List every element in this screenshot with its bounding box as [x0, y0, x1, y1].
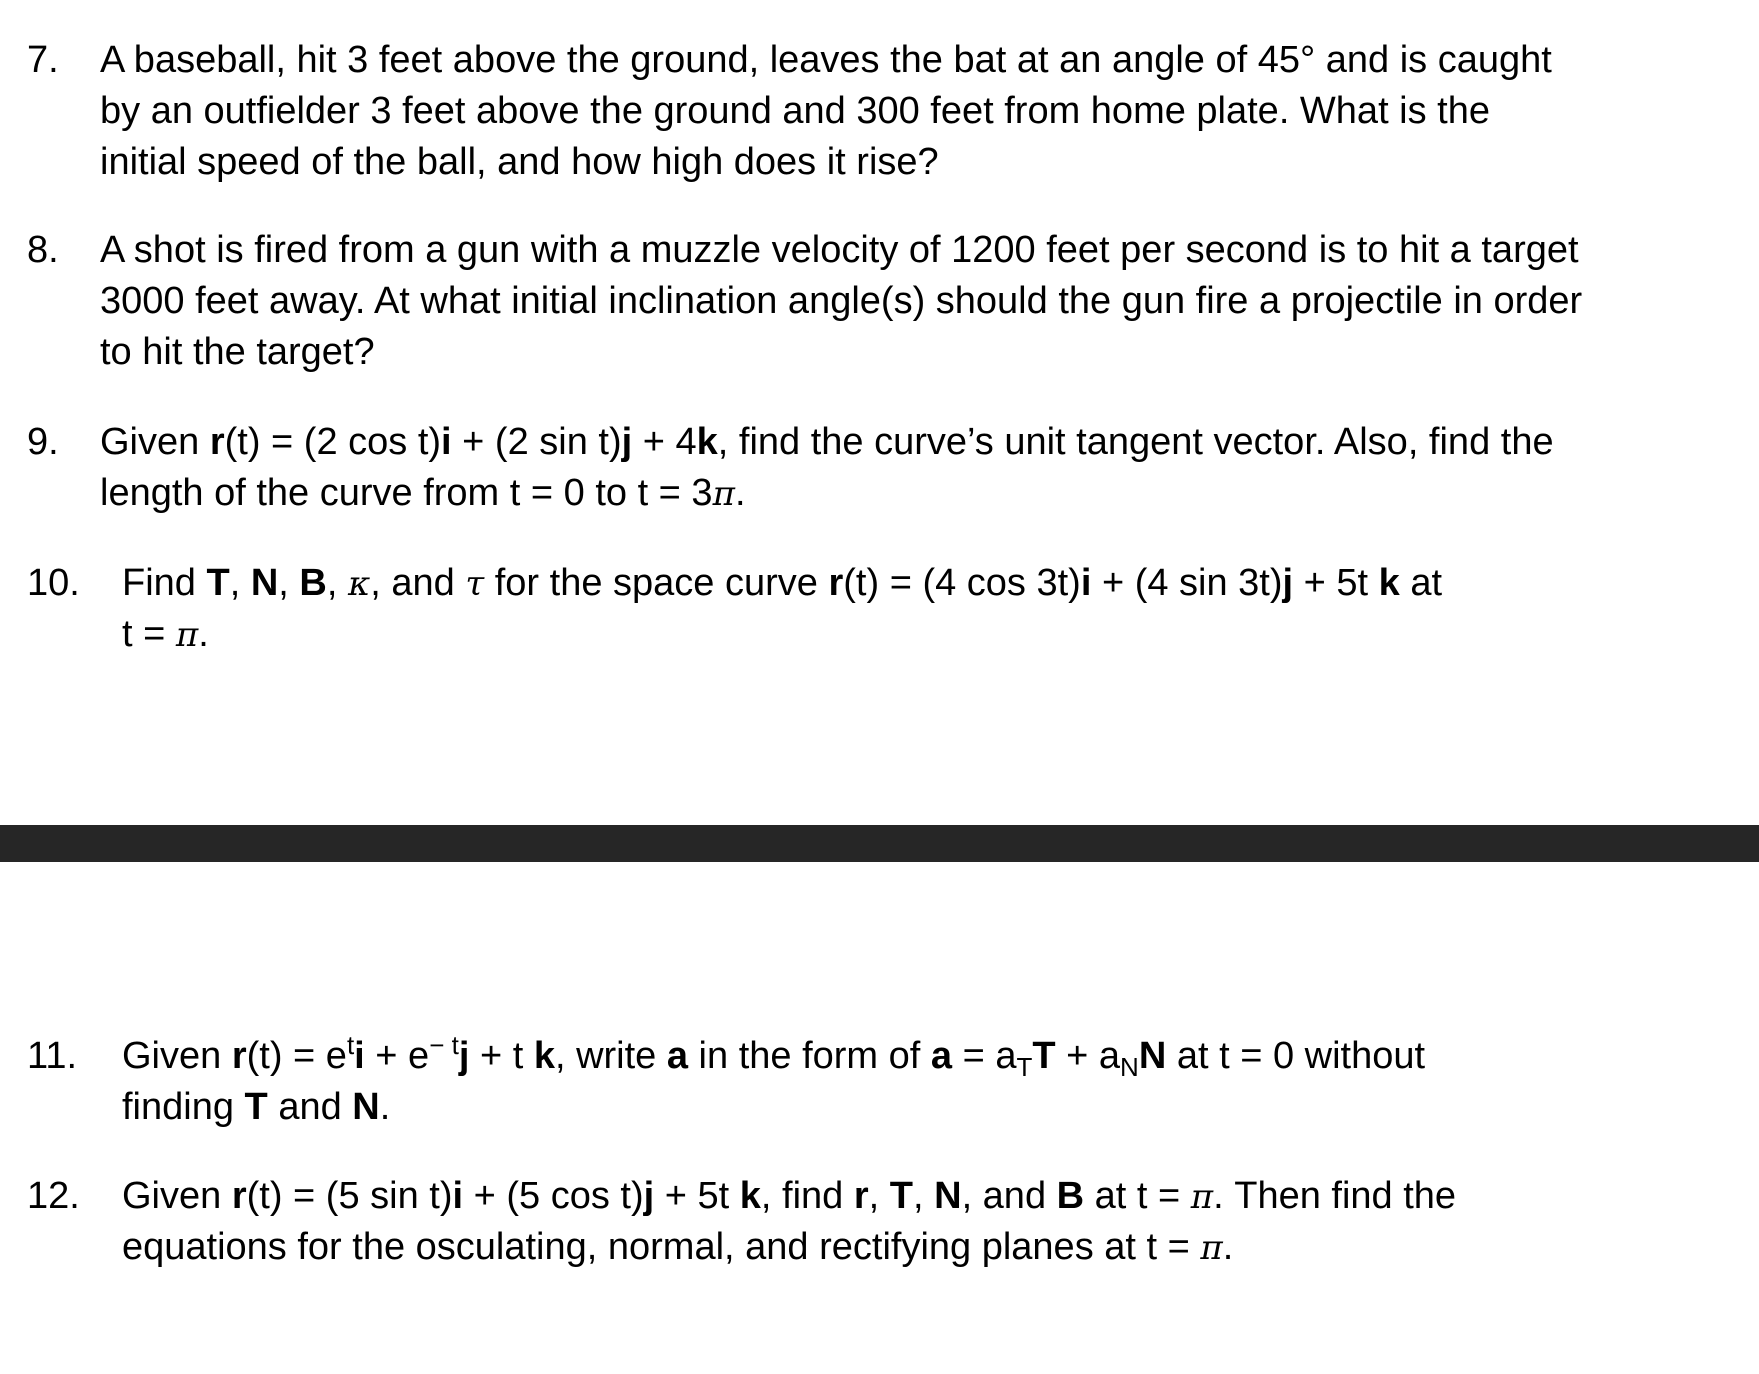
vector-j: j — [1282, 562, 1294, 604]
text-run: = a — [952, 1035, 1017, 1077]
text-run: finding — [122, 1086, 245, 1128]
superscript: − t — [429, 1030, 459, 1060]
pi-symbol: π — [1190, 1177, 1214, 1217]
vector-i: i — [452, 1175, 464, 1217]
text-run: , — [278, 562, 300, 604]
text-run: (t) = (5 sin t) — [246, 1175, 453, 1217]
text-run: (t) = e — [246, 1035, 347, 1077]
text-run: , — [326, 562, 348, 604]
problem-line — [122, 1222, 1233, 1274]
text-run: + 4 — [632, 421, 697, 463]
problem-line: initial speed of the ball, and how high does it rise? — [100, 141, 939, 183]
text-run: in the form of — [688, 1035, 931, 1077]
text-run: , — [229, 562, 251, 604]
vector-r: r — [828, 562, 844, 604]
problem-line: A shot is fired from a gun with a muzzle velocity of 1200 feet per second is to hit a target — [100, 229, 1579, 271]
vector-i: i — [1080, 562, 1092, 604]
vector-r: r — [231, 1035, 247, 1077]
kappa-symbol: κ — [347, 564, 371, 604]
problem-number: 7. — [27, 39, 59, 81]
vector-k: k — [1378, 562, 1400, 604]
text-run: + 5t — [1293, 562, 1379, 604]
problem-line: 3000 feet away. At what initial inclination angle(s) should the gun fire a projectile in order — [100, 280, 1583, 322]
text-run: . — [198, 613, 209, 655]
text-run: at t = 0 without — [1166, 1035, 1426, 1077]
vector-T: T — [244, 1086, 268, 1128]
text-run: , write — [554, 1035, 667, 1077]
vector-T: T — [206, 562, 230, 604]
vector-N: N — [934, 1175, 962, 1217]
text-run: , — [868, 1175, 890, 1217]
vector-N: N — [1138, 1035, 1167, 1077]
page-divider — [0, 825, 1759, 862]
pi-symbol: π — [1200, 1228, 1223, 1268]
vector-k: k — [696, 421, 718, 463]
problem-line — [122, 609, 209, 661]
vector-a: a — [930, 1035, 953, 1077]
vector-T: T — [1032, 1035, 1056, 1077]
text-run: . — [1222, 1226, 1234, 1268]
text-run: t = — [122, 613, 176, 655]
text-run: Find — [122, 562, 207, 604]
pi-symbol: π — [175, 615, 199, 655]
vector-r: r — [209, 421, 225, 463]
superscript: t — [346, 1030, 355, 1060]
problem-number: 9. — [27, 421, 59, 463]
text-run: , find — [760, 1175, 854, 1217]
vector-r: r — [231, 1175, 247, 1217]
problem-line: by an outfielder 3 feet above the ground and 300 feet from home plate. What is the — [100, 90, 1491, 132]
text-run: , and — [370, 562, 466, 604]
problem-line — [122, 558, 1442, 610]
text-run: at — [1399, 562, 1443, 604]
vector-a: a — [666, 1035, 688, 1077]
problem-number: 8. — [27, 229, 59, 271]
vector-N: N — [352, 1086, 380, 1128]
problem-line: to hit the target? — [100, 331, 375, 373]
text-run: + (2 sin t) — [451, 421, 622, 463]
text-run: (t) = (2 cos t) — [224, 421, 442, 463]
vector-B: B — [1056, 1175, 1085, 1217]
vector-k: k — [533, 1035, 555, 1077]
text-run: Given — [100, 421, 210, 463]
text-run: . Then find the — [1213, 1175, 1457, 1217]
text-run: + t — [469, 1035, 534, 1077]
problem-number: 12. — [27, 1175, 80, 1217]
vector-B: B — [299, 562, 327, 604]
problem-line — [100, 417, 1554, 468]
vector-N: N — [250, 562, 279, 604]
text-run: for the space curve — [484, 562, 829, 604]
subscript: N — [1120, 1052, 1139, 1082]
problem-line — [122, 1082, 390, 1133]
text-run: + (4 sin 3t) — [1091, 562, 1283, 604]
vector-j: j — [458, 1035, 470, 1077]
text-run: . — [379, 1086, 391, 1128]
text-run: , and — [961, 1175, 1057, 1217]
vector-T: T — [889, 1175, 913, 1217]
text-run: + e — [364, 1035, 430, 1077]
text-run: and — [267, 1086, 353, 1128]
text-run: . — [734, 472, 746, 514]
vector-j: j — [621, 421, 633, 463]
text-run: length of the curve from t = 0 to t = 3 — [100, 472, 713, 514]
text-run: Given — [122, 1035, 232, 1077]
text-run: (t) = (4 cos 3t) — [843, 562, 1081, 604]
text-run: , — [912, 1175, 935, 1217]
text-run: at t = — [1084, 1175, 1191, 1217]
problem-number: 10. — [27, 562, 80, 604]
vector-k: k — [739, 1175, 761, 1217]
vector-r: r — [853, 1175, 869, 1217]
text-run: + a — [1055, 1035, 1121, 1077]
text-run: Given — [122, 1175, 232, 1217]
problem-number: 11. — [27, 1035, 78, 1077]
text-run: + 5t — [654, 1175, 740, 1217]
text-run: + (5 cos t) — [463, 1175, 644, 1217]
problem-line — [122, 1031, 1425, 1082]
vector-j: j — [643, 1175, 655, 1217]
text-run: equations for the osculating, normal, and rectifying planes at t = — [122, 1226, 1201, 1268]
problem-line — [100, 468, 746, 520]
text-run: , find the curve’s unit tangent vector. Also, find the — [717, 421, 1554, 463]
problem-line — [122, 1171, 1456, 1223]
pi-symbol: π — [712, 474, 735, 514]
vector-i: i — [354, 1035, 365, 1077]
subscript: T — [1016, 1052, 1033, 1082]
problem-line: A baseball, hit 3 feet above the ground, leaves the bat at an angle of 45° and is caught — [100, 39, 1552, 81]
tau-symbol: τ — [465, 564, 485, 604]
vector-i: i — [441, 421, 452, 463]
